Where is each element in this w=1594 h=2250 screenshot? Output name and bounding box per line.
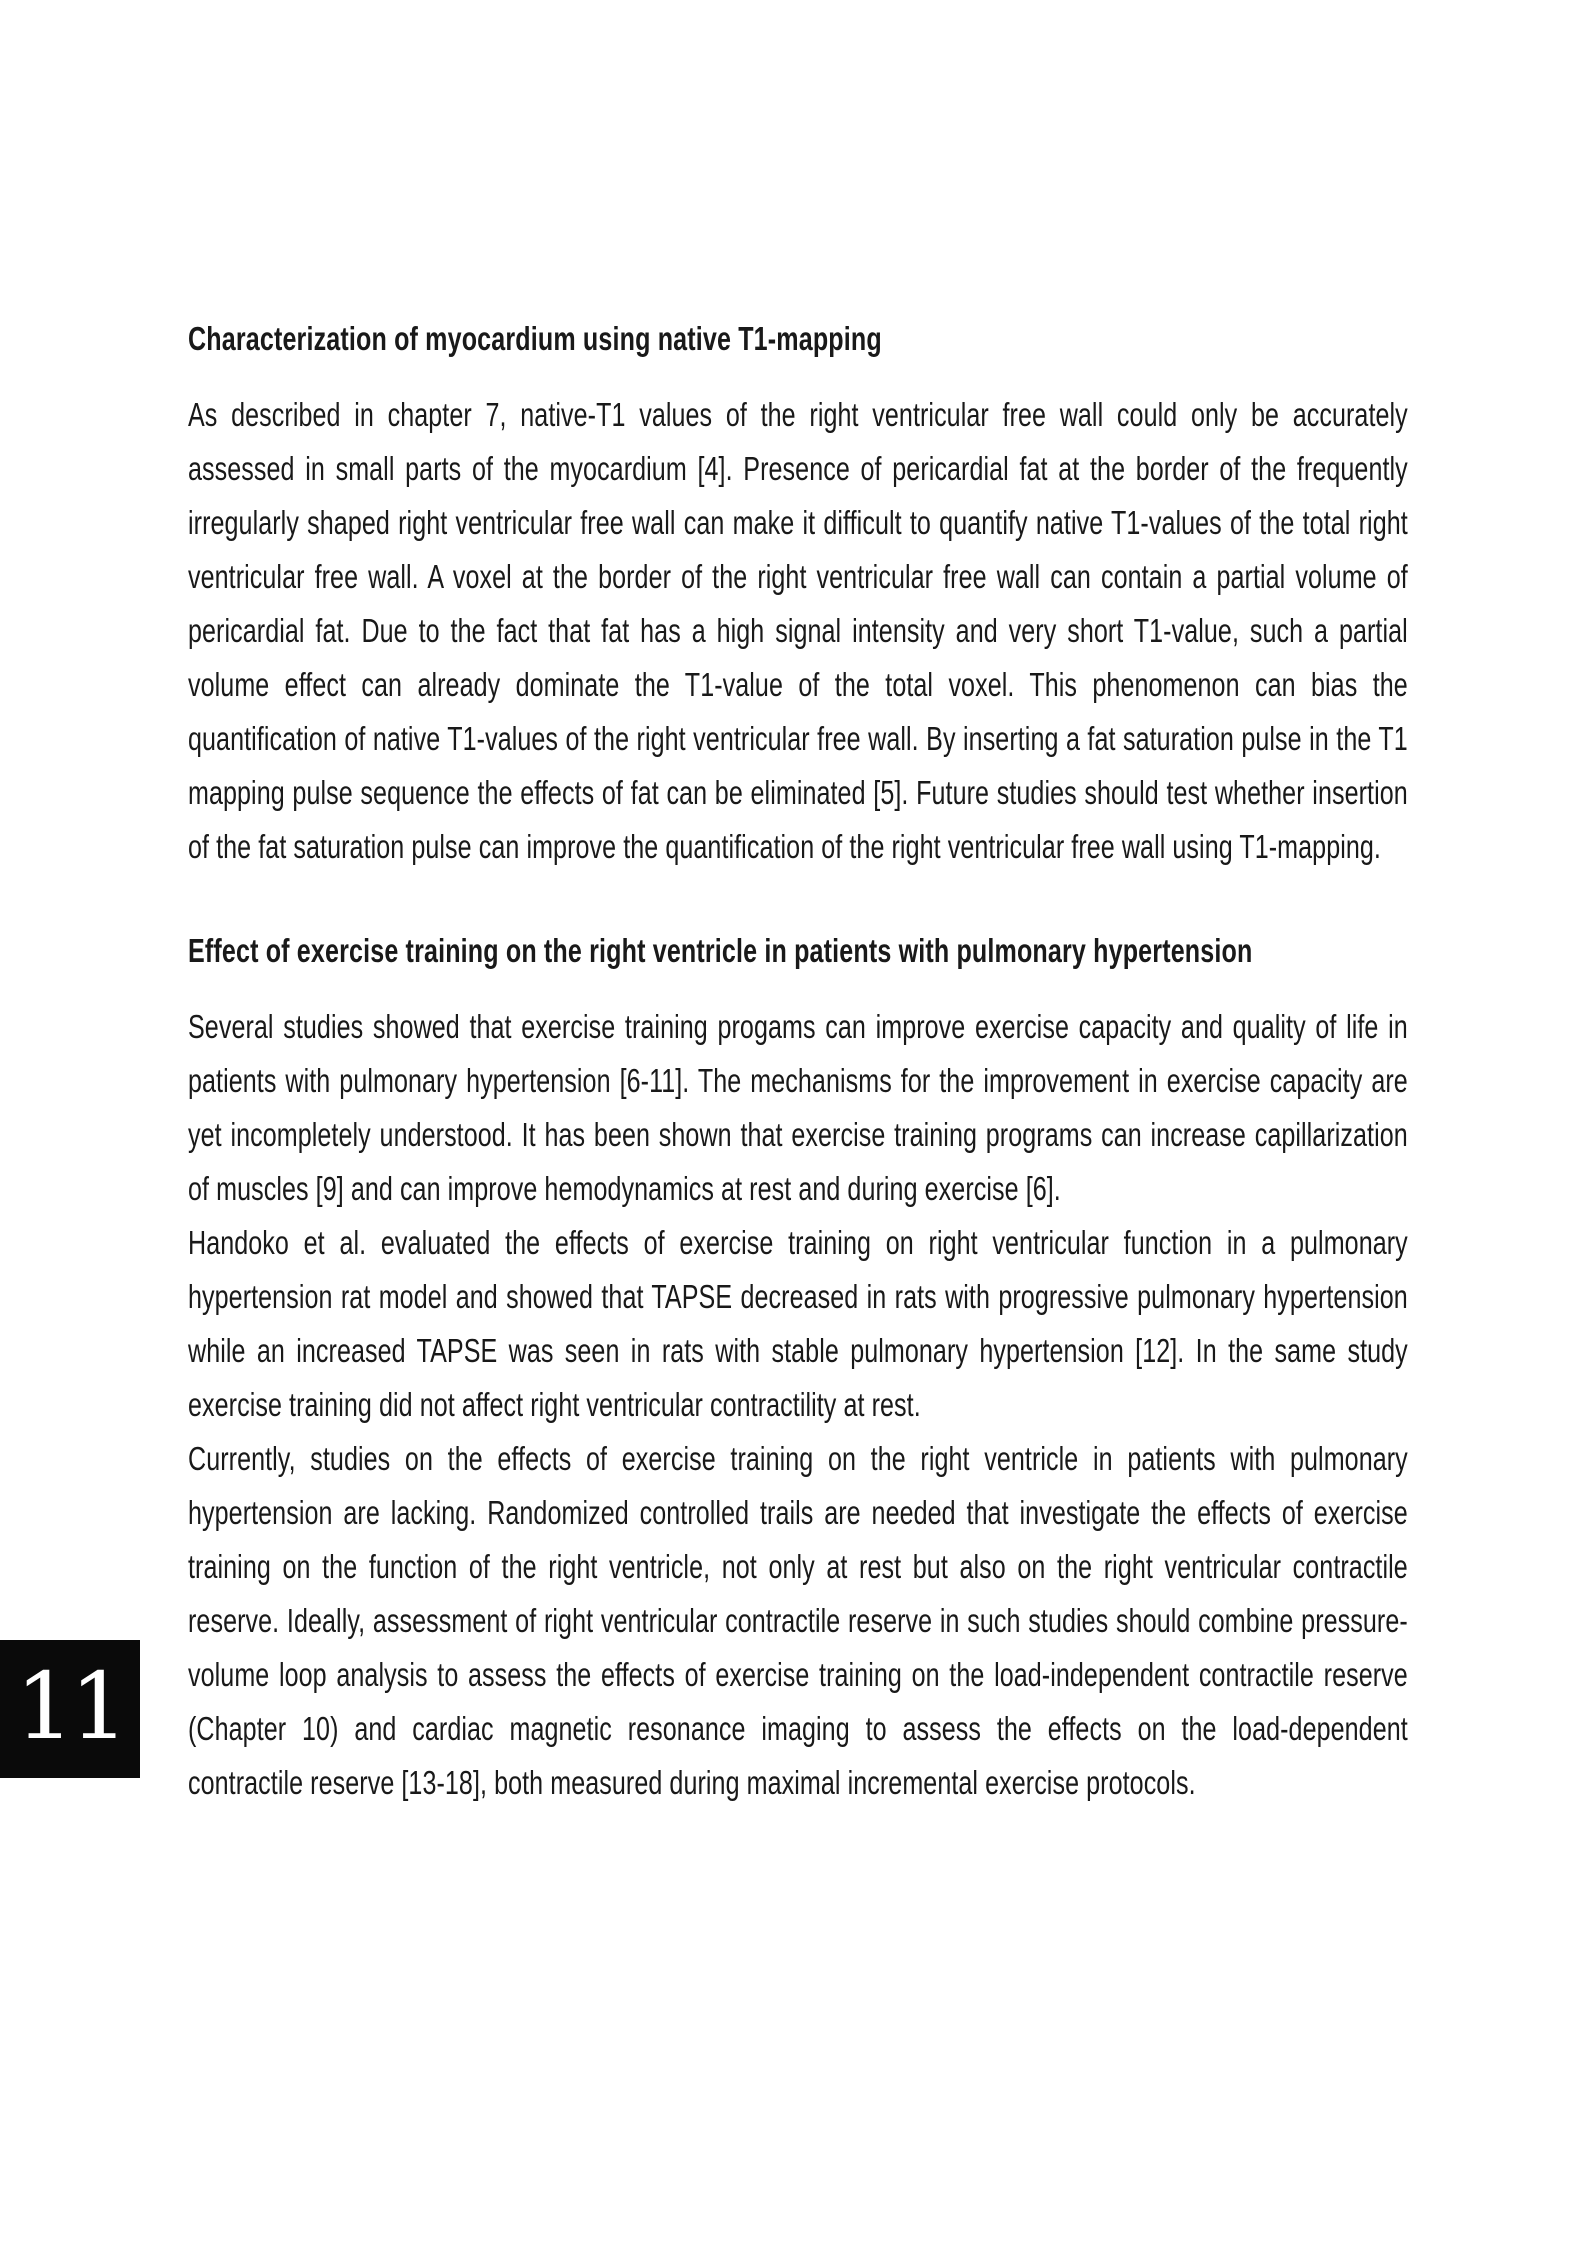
- section-heading-t1-mapping: Characterization of myocardium using native T1-mapping: [188, 320, 882, 357]
- paragraph-handoko-study: Handoko et al. evaluated the effects of exercise training on right ventricular function in a pulmonary hypertension rat model and showed that TAPSE decreased in rats with progressive pulmonary hypertension while an increased TAPSE was seen in rats with stable pulmonary hypertension [12]. In the same study exercise training did not affect right ventricular contractility at rest.: [188, 1224, 1408, 1423]
- section-t1-mapping: [188, 312, 1408, 874]
- paragraph-t1-mapping: As described in chapter 7, native-T1 values of the right ventricular free wall could only be accurately assessed in small parts of the myocardium [4]. Presence of pericardial fat at the border of the frequently irregularly shaped right ventricular free wall can make it difficult to quantify native T1-values of the total right ventricular free wall. A voxel at the border of the right ventricular free wall can contain a partial volume of pericardial fat. Due to the fact that fat has a high signal intensity and very short T1-value, such a partial volume effect can already dominate the T1-value of the total voxel. This phenomenon can bias the quantification of native T1-values of the right ventricular free wall. By inserting a fat saturation pulse in the T1 mapping pulse sequence the effects of fat can be eliminated [5]. Future studies should test whether insertion of the fat saturation pulse can improve the quantification of the right ventricular free wall using T1-mapping.: [188, 396, 1408, 865]
- chapter-tab: [0, 1640, 140, 1778]
- section-heading-exercise-training: Effect of exercise training on the right ventricle in patients with pulmonary hypertension: [188, 932, 1253, 969]
- section-exercise-training: [188, 924, 1408, 1810]
- page-content: [188, 312, 1408, 1810]
- paragraph-current-studies: Currently, studies on the effects of exercise training on the right ventricle in patients with pulmonary hypertension are lacking. Randomized controlled trails are needed that investigate the effects of exercise training on the function of the right ventricle, not only at rest but also on the right ventricular contractile reserve. Ideally, assessment of right ventricular contractile reserve in such studies should combine pressure-volume loop analysis to assess the effects of exercise training on the load-independent contractile reserve (Chapter 10) and cardiac magnetic resonance imaging to assess the effects on the load-dependent contractile reserve [13-18], both measured during maximal incremental exercise protocols.: [188, 1440, 1408, 1801]
- chapter-number: 11: [15, 1653, 125, 1760]
- paragraph-exercise-capacity: Several studies showed that exercise training progams can improve exercise capacity and quality of life in patients with pulmonary hypertension [6-11]. The mechanisms for the improvement in exercise capacity are yet incompletely understood. It has been shown that exercise training programs can increase capillarization of muscles [9] and can improve hemodynamics at rest and during exercise [6].: [188, 1008, 1408, 1207]
